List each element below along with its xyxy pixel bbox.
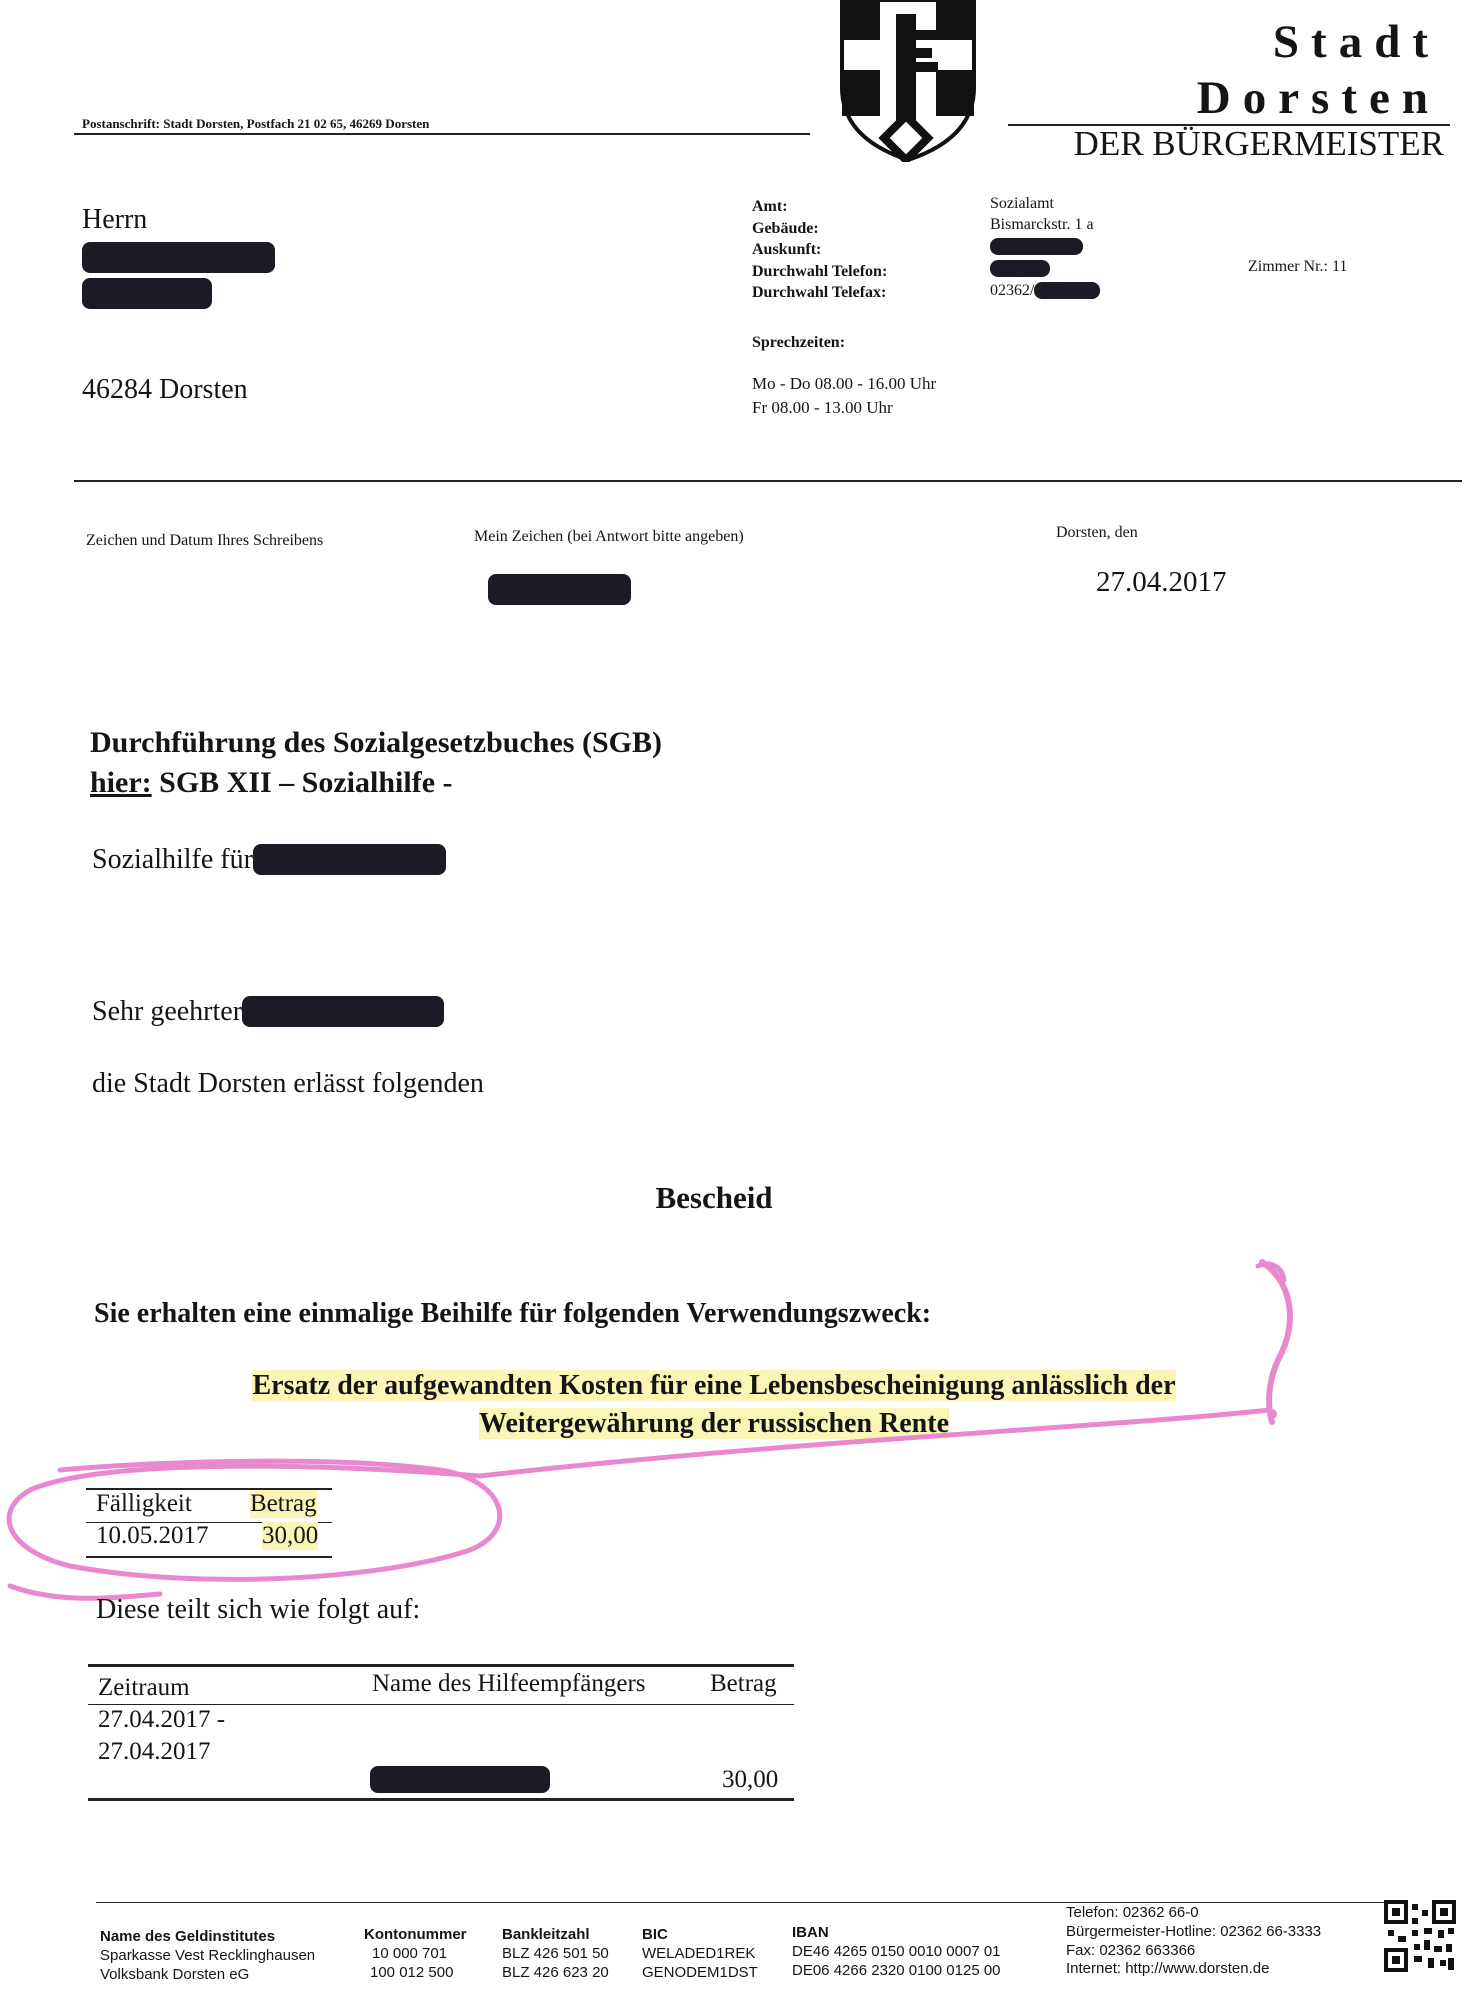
recipient-salutation: Herrn	[82, 204, 148, 235]
table2-betrag: 30,00	[722, 1766, 779, 1793]
postal-address: Postanschrift: Stadt Dorsten, Postfach 21 02 65, 46269 Dorsten	[82, 116, 430, 131]
zimmer-number: Zimmer Nr.: 11	[1248, 258, 1348, 275]
subject-hier: hier:	[90, 766, 152, 799]
city-name-line2: Dorsten	[1196, 72, 1440, 125]
office-title: DER BÜRGERMEISTER	[1073, 124, 1444, 163]
auskunft-label: Auskunft:	[752, 241, 822, 258]
sprechzeiten-hours-1: Mo - Do 08.00 - 16.00 Uhr	[752, 374, 937, 393]
amt-label: Amt:	[752, 198, 788, 215]
subject-line-1: Durchführung des Sozialgesetzbuches (SGB)	[90, 726, 662, 759]
table2-bottom-rule	[88, 1798, 794, 1801]
footer-bic1: WELADED1REK	[642, 1944, 756, 1962]
telefon-value-redacted: 664410	[990, 260, 1050, 277]
table1-bottom-rule	[86, 1556, 332, 1558]
footer-fax: Fax: 02362 663366	[1066, 1941, 1196, 1959]
telefon-label: Durchwahl Telefon:	[752, 263, 888, 280]
footer-contact	[1066, 1904, 1321, 1979]
beihilfe-text: Sie erhalten eine einmalige Beihilfe für folgenden Verwendungszweck:	[94, 1298, 932, 1329]
ort-label: Dorsten, den	[1056, 524, 1138, 541]
table2-header-rule	[88, 1704, 794, 1705]
mein-zeichen-value-redacted: 50-12-4312	[488, 574, 631, 605]
table2-zeitraum-2: 27.04.2017	[98, 1738, 211, 1765]
table1-col-faelligkeit: Fälligkeit	[96, 1490, 192, 1517]
recipient-name-redacted: Ivan Lakstankin	[82, 242, 275, 273]
footer-rule	[96, 1902, 1452, 1903]
sozialhilfe-fuer: Sozialhilfe für	[92, 844, 253, 875]
sozialhilfe-name-redacted: Ivan Lakstankin	[253, 844, 446, 875]
table2-col-betrag: Betrag	[710, 1670, 777, 1697]
recipient-street-redacted: Varusstr. 7	[82, 278, 212, 309]
table2-col-zeitraum: Zeitraum	[98, 1674, 190, 1701]
sprechzeiten-hours-2: Fr 08.00 - 13.00 Uhr	[752, 398, 893, 417]
footer-bank2: Volksbank Dorsten eG	[100, 1965, 250, 1983]
sprechzeiten-label: Sprechzeiten:	[752, 334, 846, 351]
pink-circle-annotation-icon	[0, 1250, 1320, 1620]
header-separator	[74, 480, 1462, 482]
footer-blz-header: Bankleitzahl	[502, 1926, 590, 1943]
qr-code-icon	[1384, 1900, 1456, 1972]
footer-institut	[100, 1928, 315, 1984]
footer-konto-header: Kontonummer	[364, 1926, 467, 1943]
recipient-city: 46284 Dorsten	[82, 374, 248, 405]
table1-faelligkeit: 10.05.2017	[96, 1522, 209, 1549]
footer-institut-header: Name des Geldinstitutes	[100, 1928, 276, 1945]
telefax-value-redacted: 66-5750	[1034, 282, 1099, 299]
letter-date: 27.04.2017	[1096, 566, 1227, 598]
amt-value: Sozialamt	[990, 195, 1054, 212]
table2-zeitraum-1: 27.04.2017 -	[98, 1706, 226, 1733]
subject-sgb: SGB XII – Sozialhilfe -	[151, 766, 453, 799]
footer-blz1: BLZ 426 501 50	[502, 1944, 609, 1962]
city-name	[1197, 14, 1440, 127]
anrede-name-redacted: Herr Lakstankin,	[242, 996, 444, 1027]
anrede: Sehr geehrter	[92, 996, 243, 1027]
city-name-line1: Stadt	[1272, 16, 1440, 68]
footer-blz	[502, 1926, 609, 1982]
footer-bic-header: BIC	[642, 1926, 668, 1943]
key-coat-of-arms-icon	[840, 0, 976, 162]
table1-betrag: 30,00	[262, 1522, 319, 1549]
footer-bic	[642, 1926, 758, 1982]
footer-blz2: BLZ 426 623 20	[502, 1963, 609, 1981]
subject-line-2	[90, 766, 453, 800]
footer-hotline: Bürgermeister-Hotline: 02362 66-3333	[1066, 1922, 1322, 1940]
footer-bank1: Sparkasse Vest Recklinghausen	[100, 1946, 316, 1964]
footer-bic2: GENODEM1DST	[642, 1963, 758, 1981]
intro-text: die Stadt Dorsten erlässt folgenden	[92, 1068, 484, 1099]
zweck-line-2: Weitergewährung der russischen Rente	[479, 1408, 949, 1439]
bescheid-heading: Bescheid	[655, 1180, 773, 1215]
table2-col-name: Name des Hilfeempfängers	[372, 1670, 646, 1697]
footer-internet: Internet: http://www.dorsten.de	[1066, 1960, 1270, 1978]
mein-zeichen-label: Mein Zeichen (bei Antwort bitte angeben)	[474, 528, 744, 545]
anrede-line	[92, 996, 444, 1028]
gebaeude-value: Bismarckstr. 1 a	[990, 216, 1094, 233]
zweck-line-1: Ersatz der aufgewandten Kosten für eine Lebensbescheinigung anlässlich der	[252, 1370, 1176, 1401]
footer-iban	[792, 1924, 1001, 1980]
table2-top-rule	[88, 1664, 794, 1667]
sozialhilfe-line	[92, 844, 446, 876]
footer-iban2: DE06 4266 2320 0100 0125 00	[792, 1961, 1001, 1979]
footer-konto2: 100 012 500	[370, 1963, 454, 1981]
postal-address-rule	[74, 133, 810, 135]
table2-name-redacted: Lakstankin, Ivan	[370, 1766, 550, 1793]
footer-iban-header: IBAN	[792, 1924, 829, 1941]
footer-konto	[364, 1926, 467, 1982]
footer-telefon: Telefon: 02362 66-0	[1066, 1904, 1199, 1921]
telefax-prefix: 02362/	[990, 282, 1035, 299]
gebaeude-label: Gebäude:	[752, 220, 819, 237]
table1-col-betrag: Betrag	[250, 1490, 317, 1517]
footer-iban1: DE46 4265 0150 0010 0007 01	[792, 1942, 1001, 1960]
ihr-zeichen-label: Zeichen und Datum Ihres Schreibens	[86, 532, 324, 549]
auskunft-value-redacted: Herr Schütte	[990, 238, 1083, 255]
aufteilung-text: Diese teilt sich wie folgt auf:	[96, 1594, 421, 1625]
footer-konto1: 10 000 701	[372, 1944, 448, 1962]
telefax-label: Durchwahl Telefax:	[752, 284, 887, 301]
